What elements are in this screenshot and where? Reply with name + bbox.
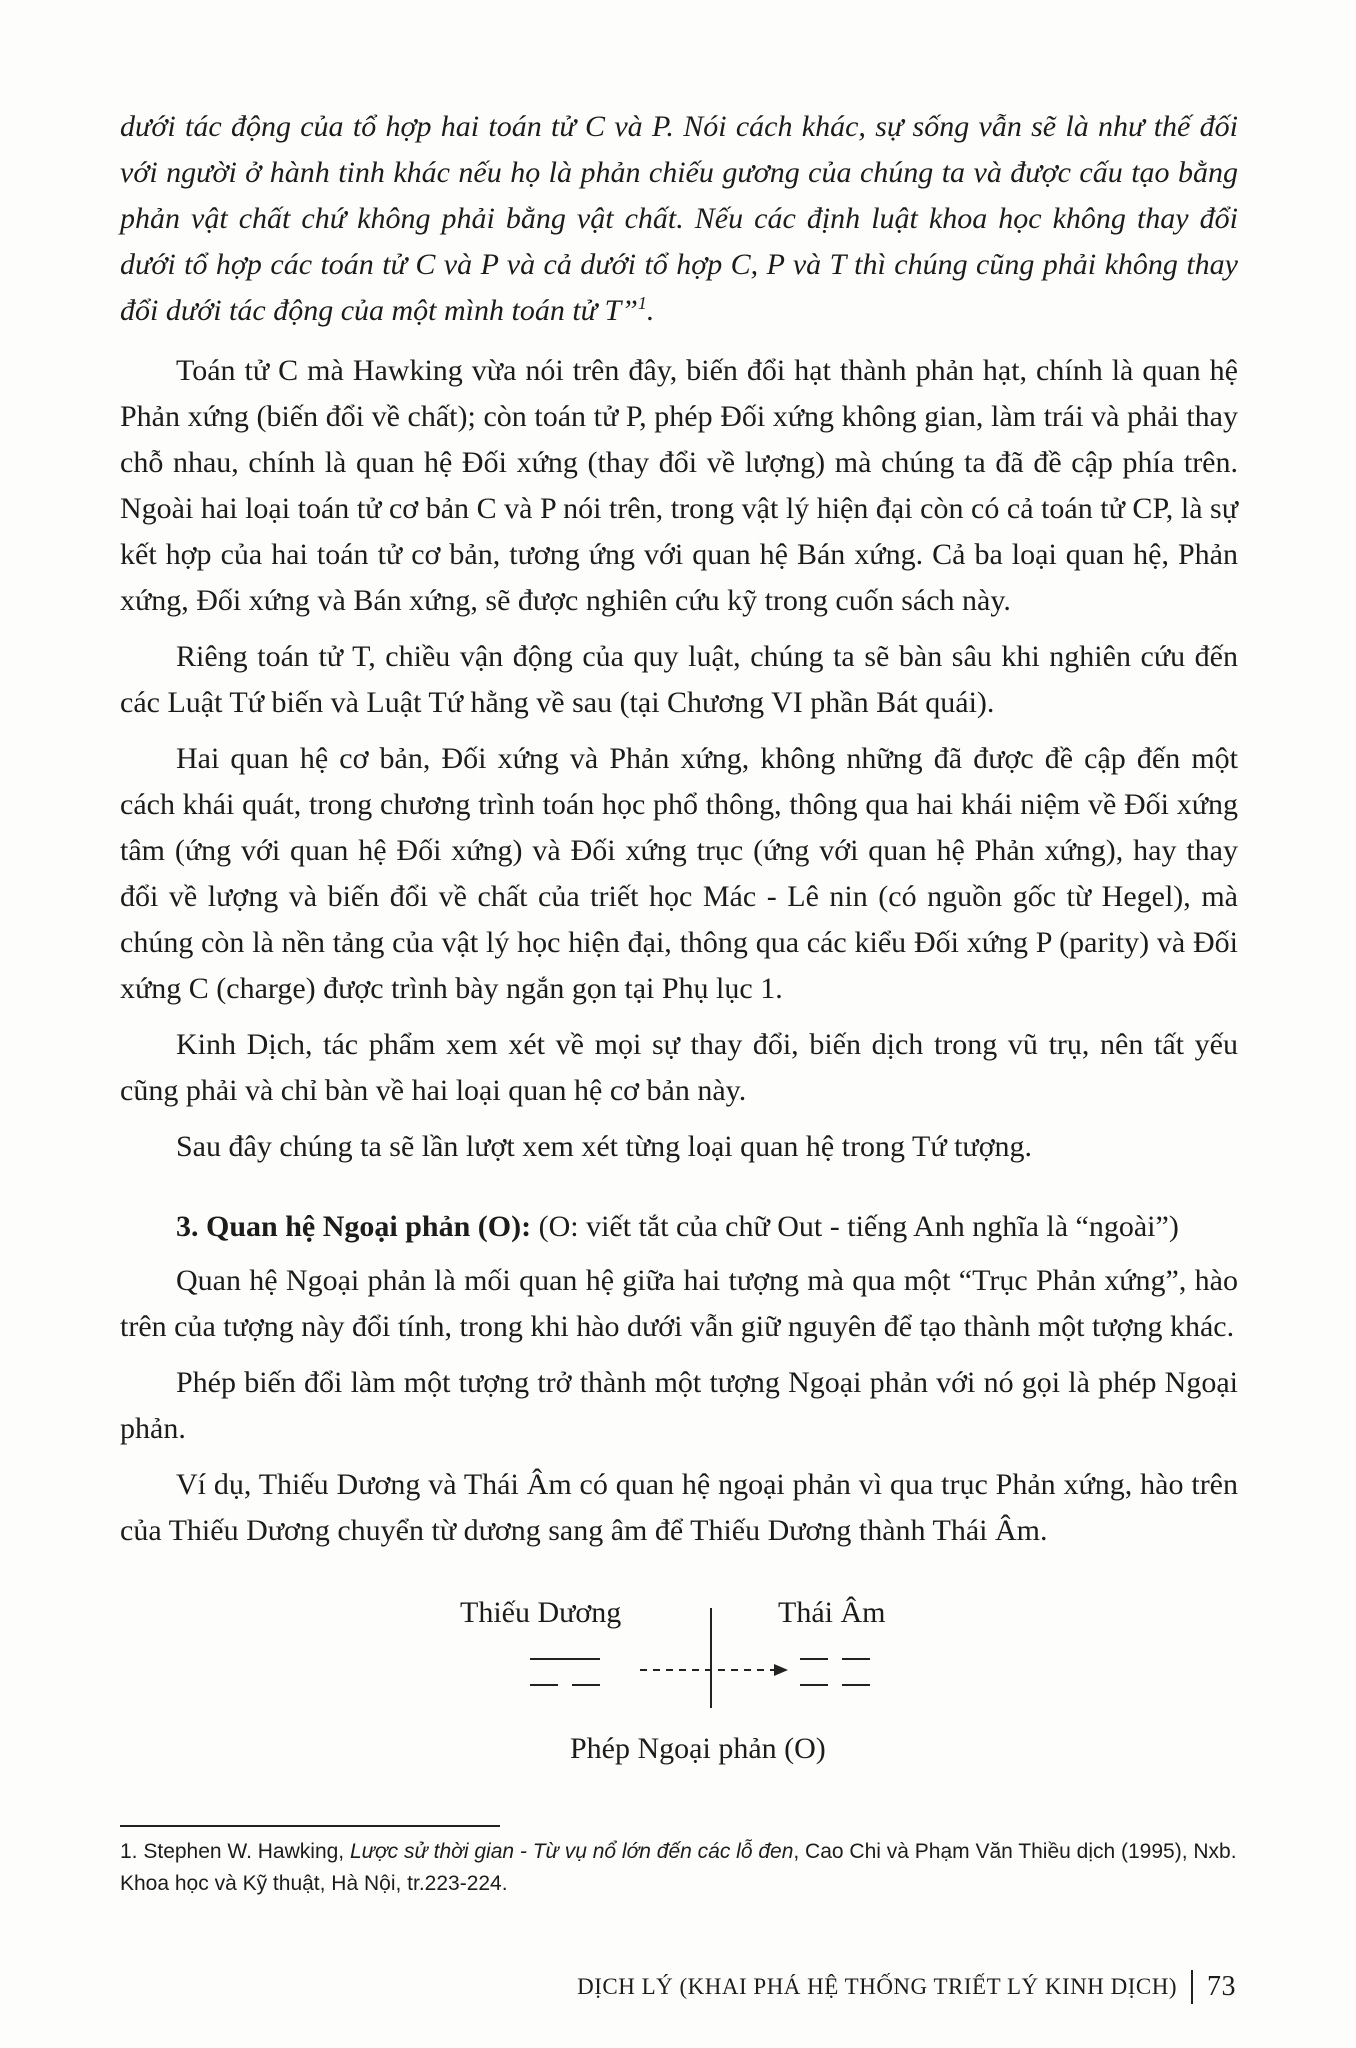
paragraph-transformation: Phép biến đổi làm một tượng trở thành một tượng Ngoại phản với nó gọi là phép Ngoại phản.: [120, 1366, 1238, 1445]
section-title: 3. Quan hệ Ngoại phản (O):: [176, 1210, 532, 1243]
paragraph-operator-c: Toán tử C mà Hawking vừa nói trên đây, biến đổi hạt thành phản hạt, chính là quan hệ Phản xứng (biến đổi về chất); còn toán tử P, phép Đối xứng không gian, làm trái và phải thay chỗ nhau, chính là quan hệ Đối xứng (thay đổi về lượng) mà chúng ta đã đề cập phía trên. Ngoài hai loại toán tử cơ bản C và P nói trên, trong vật lý hiện đại còn có cả toán tử CP, là sự kết hợp của hai toán tử cơ bản, tương ứng với quan hệ Bán xứng. Cả ba loại quan hệ, Phản xứng, Đối xứng và Bán xứng, sẽ được nghiên cứu kỹ trong cuốn sách này.: [120, 354, 1238, 617]
footer-separator: [1191, 1970, 1193, 2004]
quote-paragraph: [120, 104, 1238, 334]
section-heading: [120, 1204, 1238, 1250]
paragraph-example: Ví dụ, Thiếu Dương và Thái Âm có quan hệ ngoại phản vì qua trục Phản xứng, hào trên của Thiếu Dương chuyển từ dương sang âm để Thiếu Dương thành Thái Âm.: [120, 1468, 1238, 1547]
right-label: Thái Âm: [778, 1596, 886, 1629]
paragraph-definition: Quan hệ Ngoại phản là mối quan hệ giữa hai tượng mà qua một “Trục Phản xứng”, hào trên của tượng này đổi tính, trong khi hào dưới vẫn giữ nguyên để tạo thành một tượng khác.: [120, 1264, 1238, 1343]
symmetry-axis: [710, 1608, 712, 1708]
running-title: DỊCH LÝ (KHAI PHÁ HỆ THỐNG TRIẾT LÝ KINH DỊCH): [577, 1974, 1177, 1999]
paragraph-transition: Sau đây chúng ta sẽ lần lượt xem xét từng loại quan hệ trong Tứ tượng.: [176, 1130, 1033, 1163]
footnote-rest: , Cao Chi và Phạm Văn Thiều dịch (1995), Nxb. Khoa học và Kỹ thuật, Hà Nội, tr.223-224.: [120, 1840, 1237, 1895]
quote-end: .: [646, 294, 655, 327]
right-tuong-symbol: [800, 1658, 870, 1698]
yin-line-left: [800, 1684, 828, 1686]
yin-line-left: [800, 1658, 828, 1660]
body-text: [120, 104, 1238, 1564]
page-footer: [577, 1970, 1236, 2004]
footnote: [120, 1836, 1238, 1900]
diagram-caption: Phép Ngoại phản (O): [570, 1732, 826, 1765]
left-label: Thiếu Dương: [460, 1596, 622, 1629]
section-subtitle: (O: viết tắt của chữ Out - tiếng Anh nghĩa là “ngoài”): [531, 1210, 1179, 1243]
footnote-divider: [120, 1825, 500, 1827]
page-number: 73: [1207, 1971, 1236, 2002]
paragraph-kinh-dich: Kinh Dịch, tác phẩm xem xét về mọi sự thay đổi, biến dịch trong vũ trụ, nên tất yếu cũng phải và chỉ bàn về hai loại quan hệ cơ bản này.: [120, 1028, 1238, 1107]
yin-line-right: [572, 1684, 600, 1686]
ngoai-phan-diagram: [460, 1596, 920, 1796]
paragraph-basic-relations: Hai quan hệ cơ bản, Đối xứng và Phản xứng, không những đã được đề cập đến một cách khái quát, trong chương trình toán học phổ thông, thông qua hai khái niệm về Đối xứng tâm (ứng với quan hệ Đối xứng) và Đối xứng trục (ứng với quan hệ Phản xứng), hay thay đổi về lượng và biến đổi về chất của triết học Mác - Lê nin (có nguồn gốc từ Hegel), mà chúng còn là nền tảng của vật lý học hiện đại, thông qua các kiểu Đối xứng P (parity) và Đối xứng C (charge) được trình bày ngắn gọn tại Phụ lục 1.: [120, 742, 1238, 1005]
footnote-ref: 1: [637, 293, 647, 313]
quote-text: dưới tác động của tổ hợp hai toán tử C và P. Nói cách khác, sự sống vẫn sẽ là như thế đối với người ở hành tinh khác nếu họ là phản chiếu gương của chúng ta và được cấu tạo bằng phản vật chất chứ không phải bằng vật chất. Nếu các định luật khoa học không thay đổi dưới tổ hợp các toán tử C và P và cả dưới tổ hợp C, P và T thì chúng cũng phải không thay đổi dưới tác động của một mình toán tử T”: [120, 110, 1238, 327]
yin-line-left: [530, 1684, 558, 1686]
footnote-title: Lược sử thời gian - Từ vụ nổ lớn đến các lỗ đen: [349, 1840, 794, 1863]
paragraph-operator-t: Riêng toán tử T, chiều vận động của quy luật, chúng ta sẽ bàn sâu khi nghiên cứu đến các Luật Tứ biến và Luật Tứ hằng về sau (tại Chương VI phần Bát quái).: [120, 640, 1238, 719]
yin-line-right: [842, 1658, 870, 1660]
footnote-author: Stephen W. Hawking,: [143, 1840, 345, 1863]
left-tuong-symbol: [530, 1658, 600, 1698]
yin-line-right: [842, 1684, 870, 1686]
dashed-arrow: [640, 1662, 790, 1678]
yang-line: [530, 1658, 600, 1660]
footnote-number: 1.: [120, 1840, 138, 1863]
